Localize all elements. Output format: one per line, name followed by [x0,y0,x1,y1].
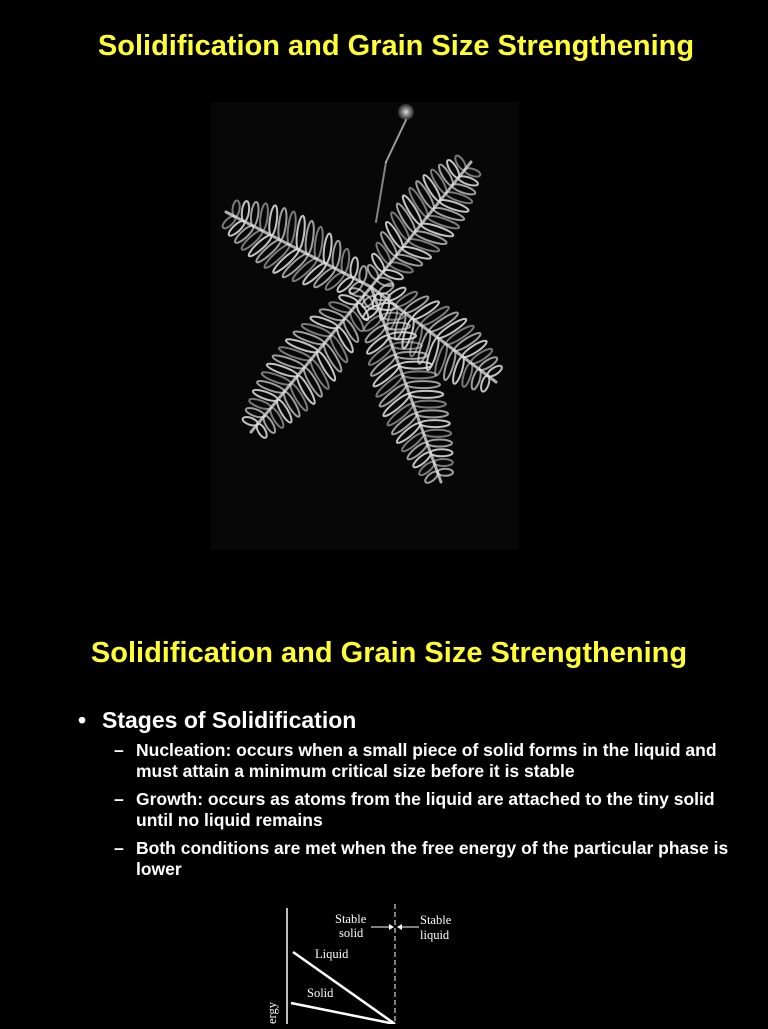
arrowhead-left-icon [397,924,402,930]
bullet-dot: • [78,707,87,733]
stable-liquid-label-1: Stable [420,913,452,927]
subpoint-nucleation [114,740,754,782]
stable-liquid-label-2: liquid [420,928,450,942]
stable-solid-label-1: Stable [335,912,367,926]
bullet-stages [78,707,356,734]
free-energy-diagram [255,900,495,1024]
dash-marker: – [114,838,124,858]
slide1-title: Solidification and Grain Size Strengthening [97,30,695,62]
dendrite-micrograph-svg [211,102,519,550]
subpoint-conditions [114,838,754,880]
dash-marker: – [114,789,124,809]
free-energy-svg [255,900,495,1024]
slide2-title: Solidification and Grain Size Strengthening [90,637,688,669]
solid-curve-label: Solid [307,986,334,1000]
bullet-text: Stages of Solidification [102,707,357,733]
liquid-curve-label: Liquid [315,947,349,961]
arrowhead-right-icon [389,924,394,930]
subpoint-text: Nucleation: occurs when a small piece of solid forms in the liquid and must attain a minimum critical size before it is stable [136,740,717,781]
subpoint-text: Both conditions are met when the free energy of the particular phase is lower [136,838,729,879]
dash-marker: – [114,740,124,760]
subpoint-growth [114,789,754,831]
stable-solid-label-2: solid [339,926,364,940]
dendrite-micrograph-image [211,102,519,550]
subpoint-text: Growth: occurs as atoms from the liquid are attached to the tiny solid until no liquid remains [136,789,715,830]
y-axis-label: ergy [265,1002,279,1024]
